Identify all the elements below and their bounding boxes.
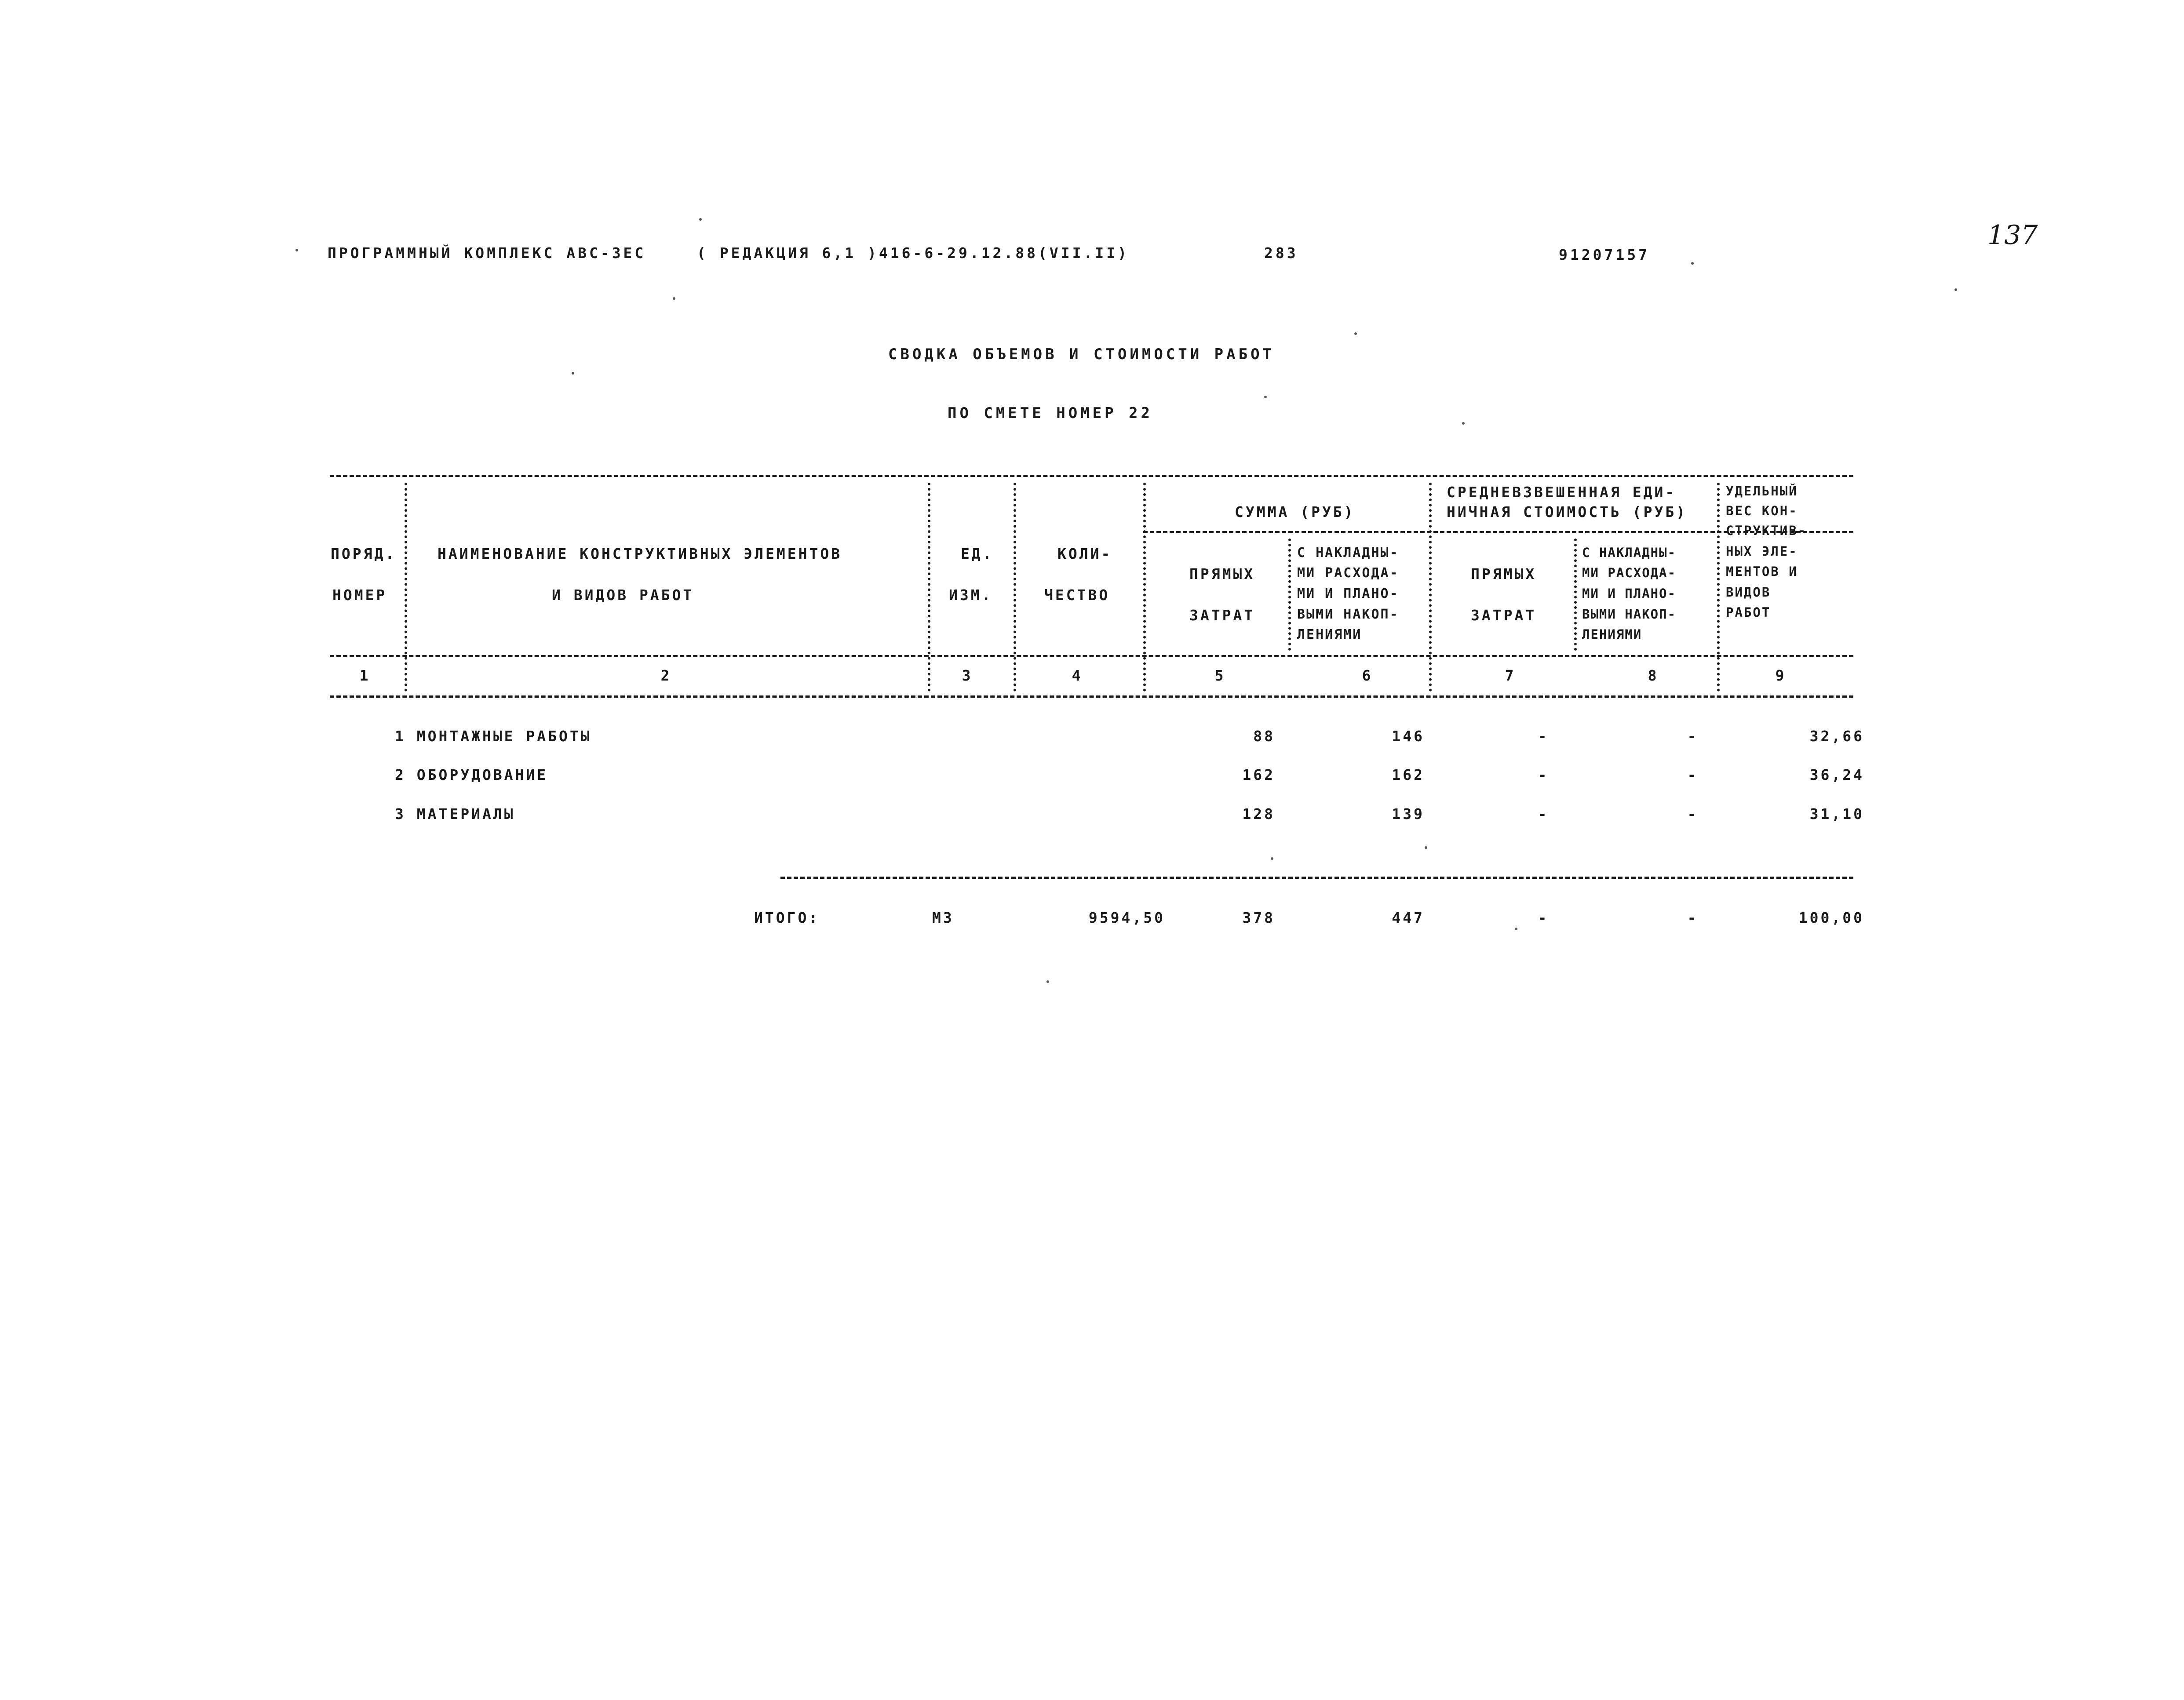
total-quantity: 9594,50 xyxy=(1088,909,1165,926)
row-name: 3 МАТЕРИАЛЫ xyxy=(395,805,515,823)
avg-overhead-header-2: МИ РАСХОДА- xyxy=(1582,565,1677,580)
avg-overhead-header-1: С НАКЛАДНЫ- xyxy=(1582,545,1677,560)
col-number: 9 xyxy=(1775,667,1787,684)
column-separator xyxy=(1717,483,1720,692)
scan-speck xyxy=(1954,288,1957,291)
total-direct: 378 xyxy=(1242,909,1275,926)
sum-group-header: СУММА (РУБ) xyxy=(1235,503,1355,521)
total-avg-direct: - xyxy=(1538,909,1549,926)
sum-overhead-header-3: МИ И ПЛАНО- xyxy=(1297,586,1399,601)
avg-direct-header-1: ПРЯМЫХ xyxy=(1471,565,1537,582)
scan-speck xyxy=(673,297,675,300)
col-unit-header-2: ИЗМ. xyxy=(949,586,993,604)
col-share-header-3: СТРУКТИВ- xyxy=(1726,523,1807,538)
sum-overhead-header-4: ВЫМИ НАКОП- xyxy=(1297,607,1399,622)
col-number: 6 xyxy=(1362,667,1373,684)
sum-direct-header-2: ЗАТРАТ xyxy=(1189,607,1255,624)
column-separator xyxy=(1429,483,1432,692)
total-overhead: 447 xyxy=(1392,909,1425,926)
scan-speck xyxy=(1354,332,1357,335)
col-number: 5 xyxy=(1214,667,1226,684)
col-number: 2 xyxy=(660,667,672,684)
col-order-header-1: ПОРЯД. xyxy=(331,545,397,562)
row-avg-direct: - xyxy=(1538,805,1549,823)
total-share: 100,00 xyxy=(1798,909,1864,926)
sum-direct-header-1: ПРЯМЫХ xyxy=(1189,565,1255,582)
col-qty-header-2: ЧЕСТВО xyxy=(1044,586,1110,604)
scan-speck xyxy=(295,249,298,251)
column-separator xyxy=(928,483,930,692)
row-direct: 162 xyxy=(1242,766,1275,783)
sum-overhead-header-1: С НАКЛАДНЫ- xyxy=(1297,545,1399,561)
col-name-header-2: И ВИДОВ РАБОТ xyxy=(552,586,694,604)
row-avg-overhead: - xyxy=(1687,766,1699,783)
col-number-bottom-rule xyxy=(330,695,1853,698)
avg-direct-header-2: ЗАТРАТ xyxy=(1471,607,1537,624)
document-title: СВОДКА ОБЪЕМОВ И СТОИМОСТИ РАБОТ xyxy=(888,346,1275,363)
scan-speck xyxy=(1271,857,1273,860)
handwritten-page-number: 137 xyxy=(1987,220,2038,251)
scan-speck xyxy=(1425,846,1427,849)
col-number: 4 xyxy=(1072,667,1083,684)
scan-speck xyxy=(699,218,702,221)
sum-overhead-header-2: МИ РАСХОДА- xyxy=(1297,565,1399,581)
column-separator xyxy=(1143,483,1146,692)
page-number: 283 xyxy=(1264,244,1298,262)
col-number: 8 xyxy=(1648,667,1659,684)
col-share-header-4: НЫХ ЭЛЕ- xyxy=(1726,544,1798,559)
table-top-rule xyxy=(330,475,1853,477)
col-share-header-1: УДЕЛЬНЫЙ xyxy=(1726,484,1798,499)
col-name-header-1: НАИМЕНОВАНИЕ КОНСТРУКТИВНЫХ ЭЛЕМЕНТОВ xyxy=(438,545,842,562)
scan-speck xyxy=(1462,422,1465,425)
col-order-header-2: НОМЕР xyxy=(332,586,387,604)
row-overhead: 146 xyxy=(1392,728,1425,745)
total-unit: М3 xyxy=(932,909,954,926)
row-share: 36,24 xyxy=(1809,766,1864,783)
row-direct: 128 xyxy=(1242,805,1275,823)
edition-info: ( РЕДАКЦИЯ 6,1 )416-6-29.12.88(VII.II) xyxy=(697,244,1129,262)
scan-speck xyxy=(1691,262,1694,265)
col-number: 7 xyxy=(1505,667,1516,684)
total-rule xyxy=(780,877,1853,879)
total-avg-overhead: - xyxy=(1687,909,1699,926)
row-overhead: 139 xyxy=(1392,805,1425,823)
avg-overhead-header-4: ВЫМИ НАКОП- xyxy=(1582,607,1677,622)
row-avg-direct: - xyxy=(1538,728,1549,745)
scan-speck xyxy=(1264,396,1267,398)
document-subtitle: ПО СМЕТЕ НОМЕР 22 xyxy=(948,404,1153,422)
row-name: 1 МОНТАЖНЫЕ РАБОТЫ xyxy=(395,728,592,745)
col-qty-header-1: КОЛИ- xyxy=(1057,545,1112,562)
column-separator xyxy=(1288,539,1291,651)
avg-overhead-header-5: ЛЕНИЯМИ xyxy=(1582,627,1642,642)
sum-overhead-header-5: ЛЕНИЯМИ xyxy=(1297,627,1362,642)
avg-group-header-1: СРЕДНЕВЗВЕШЕННАЯ ЕДИ- xyxy=(1447,484,1677,501)
column-separator xyxy=(1574,539,1577,651)
col-share-header-5: МЕНТОВ И xyxy=(1726,564,1798,579)
column-separator xyxy=(405,483,407,692)
document-code: 91207157 xyxy=(1559,246,1650,263)
col-number: 1 xyxy=(359,667,371,684)
row-avg-overhead: - xyxy=(1687,805,1699,823)
scan-speck xyxy=(1515,928,1517,930)
col-number: 3 xyxy=(962,667,973,684)
col-share-header-2: ВЕС КОН- xyxy=(1726,503,1798,518)
avg-overhead-header-3: МИ И ПЛАНО- xyxy=(1582,586,1677,601)
col-unit-header-1: ЕД. xyxy=(961,545,994,562)
scan-speck xyxy=(1046,980,1049,983)
program-name: ПРОГРАММНЫЙ КОМПЛЕКС АВС-ЗЕС xyxy=(328,244,646,262)
row-name: 2 ОБОРУДОВАНИЕ xyxy=(395,766,548,783)
row-share: 31,10 xyxy=(1809,805,1864,823)
col-share-header-7: РАБОТ xyxy=(1726,605,1771,620)
column-separator xyxy=(1014,483,1016,692)
scan-speck xyxy=(572,372,574,375)
row-share: 32,66 xyxy=(1809,728,1864,745)
header-bottom-rule xyxy=(330,655,1853,657)
total-label: ИТОГО: xyxy=(754,909,820,926)
col-share-header-6: ВИДОВ xyxy=(1726,585,1771,600)
avg-group-header-2: НИЧНАЯ СТОИМОСТЬ (РУБ) xyxy=(1447,503,1688,521)
row-avg-direct: - xyxy=(1538,766,1549,783)
row-direct: 88 xyxy=(1253,728,1275,745)
row-overhead: 162 xyxy=(1392,766,1425,783)
row-avg-overhead: - xyxy=(1687,728,1699,745)
